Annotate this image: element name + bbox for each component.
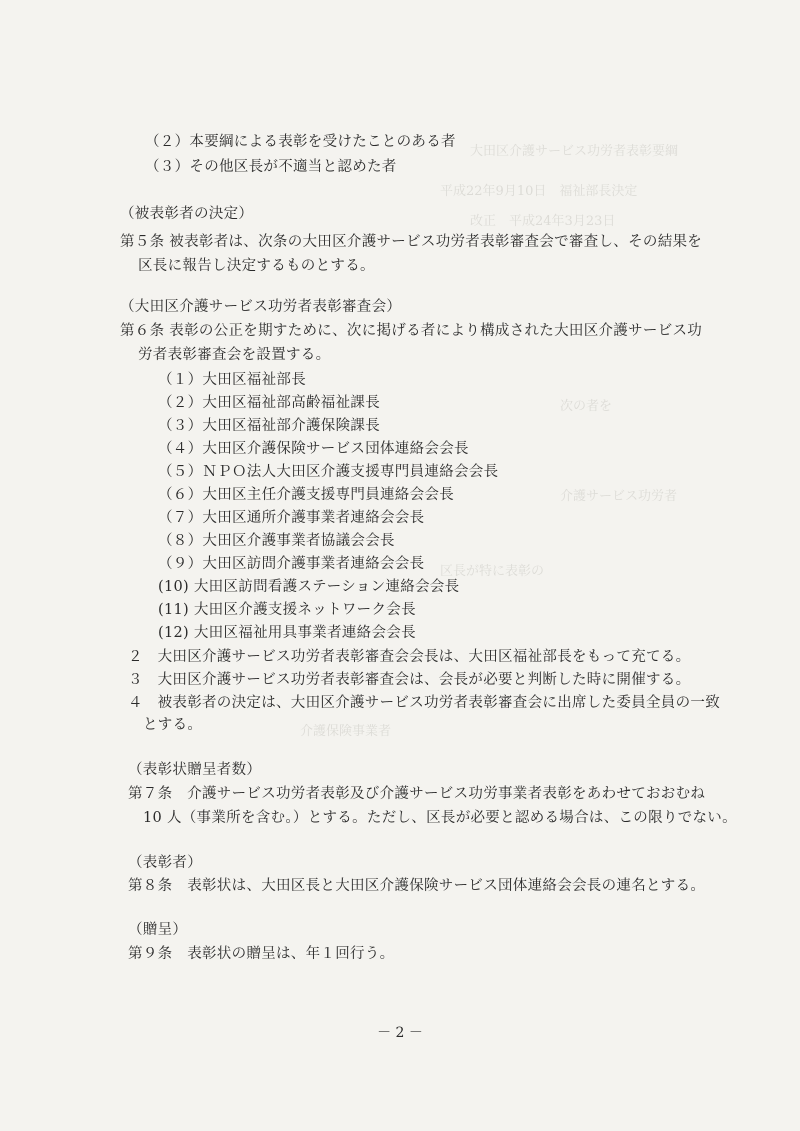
committee-member: (12) 大田区福祉用具事業者連絡会会長 (158, 625, 416, 641)
exclusion-item: （３）その他区長が不適当と認めた者 (145, 159, 397, 175)
article-paragraph: ４ 被表彰者の決定は、大田区介護サービス功労者表彰審査会に出席した委員全員の一致 (128, 695, 720, 711)
committee-member: （２）大田区福祉部高齢福祉課長 (158, 395, 380, 411)
section-heading: （大田区介護サービス功労者表彰審査会） (120, 299, 402, 315)
bleed-through-text: 改正 平成24年3月23日 (470, 214, 616, 229)
article-text: 第７条 介護サービス功労者表彰及び介護サービス功労事業者表彰をあわせておおむね (128, 786, 706, 802)
committee-member: （６）大田区主任介護支援専門員連絡会会長 (158, 487, 454, 503)
committee-member: （７）大田区通所介護事業者連絡会会長 (158, 510, 425, 526)
article-text: 10 人（事業所を含む。）とする。ただし、区長が必要と認める場合は、この限りでない。 (143, 810, 737, 826)
exclusion-item: （２）本要綱による表彰を受けたことのある者 (145, 134, 456, 150)
article-text: 第８条 表彰状は、大田区長と大田区介護保険サービス団体連絡会会長の連名とする。 (128, 878, 706, 894)
bleed-through-text: 次の者を (560, 399, 613, 414)
article-text: 区長に報告し決定するものとする。 (138, 258, 375, 274)
bleed-through-text: 大田区介護サービス功労者表彰要綱 (470, 144, 679, 159)
committee-member: （３）大田区福祉部介護保険課長 (158, 418, 380, 434)
committee-member: （１）大田区福祉部長 (158, 372, 306, 388)
section-heading: （表彰者） (128, 855, 202, 871)
bleed-through-text: 介護保険事業者 (300, 724, 392, 739)
bleed-through-text: 区長が特に表彰の (440, 564, 545, 579)
article-paragraph: ３ 大田区介護サービス功労者表彰審査会は、会長が必要と判断した時に開催する。 (128, 672, 691, 688)
section-heading: （被表彰者の決定） (120, 206, 254, 222)
committee-member: （８）大田区介護事業者協議会会長 (158, 533, 395, 549)
committee-member: （９）大田区訪問介護事業者連絡会会長 (158, 556, 425, 572)
article-text: 労者表彰審査会を設置する。 (138, 347, 331, 363)
article-paragraph: ２ 大田区介護サービス功労者表彰審査会会長は、大田区福祉部長をもって充てる。 (128, 649, 691, 665)
article-text: 第９条 表彰状の贈呈は、年１回行う。 (128, 946, 395, 962)
article-text: 第５条 被表彰者は、次条の大田区介護サービス功労者表彰審査会で審査し、その結果を (120, 234, 703, 250)
page-number: － 2 － (377, 1025, 423, 1041)
committee-member: （４）大田区介護保険サービス団体連絡会会長 (158, 441, 469, 457)
section-heading: （贈呈） (128, 922, 188, 938)
bleed-through-text: 平成22年9月10日 福祉部長決定 (440, 184, 638, 199)
article-paragraph: とする。 (143, 717, 203, 733)
committee-member: (10) 大田区訪問看護ステーション連絡会会長 (158, 579, 460, 595)
committee-member: (11) 大田区介護支援ネットワーク会長 (158, 602, 416, 618)
section-heading: （表彰状贈呈者数） (128, 762, 262, 778)
committee-member: （５）ＮＰＯ法人大田区介護支援専門員連絡会会長 (158, 464, 499, 480)
article-text: 第６条 表彰の公正を期すために、次に掲げる者により構成された大田区介護サービス功 (120, 323, 703, 339)
bleed-through-text: 介護サービス功労者 (560, 489, 678, 504)
